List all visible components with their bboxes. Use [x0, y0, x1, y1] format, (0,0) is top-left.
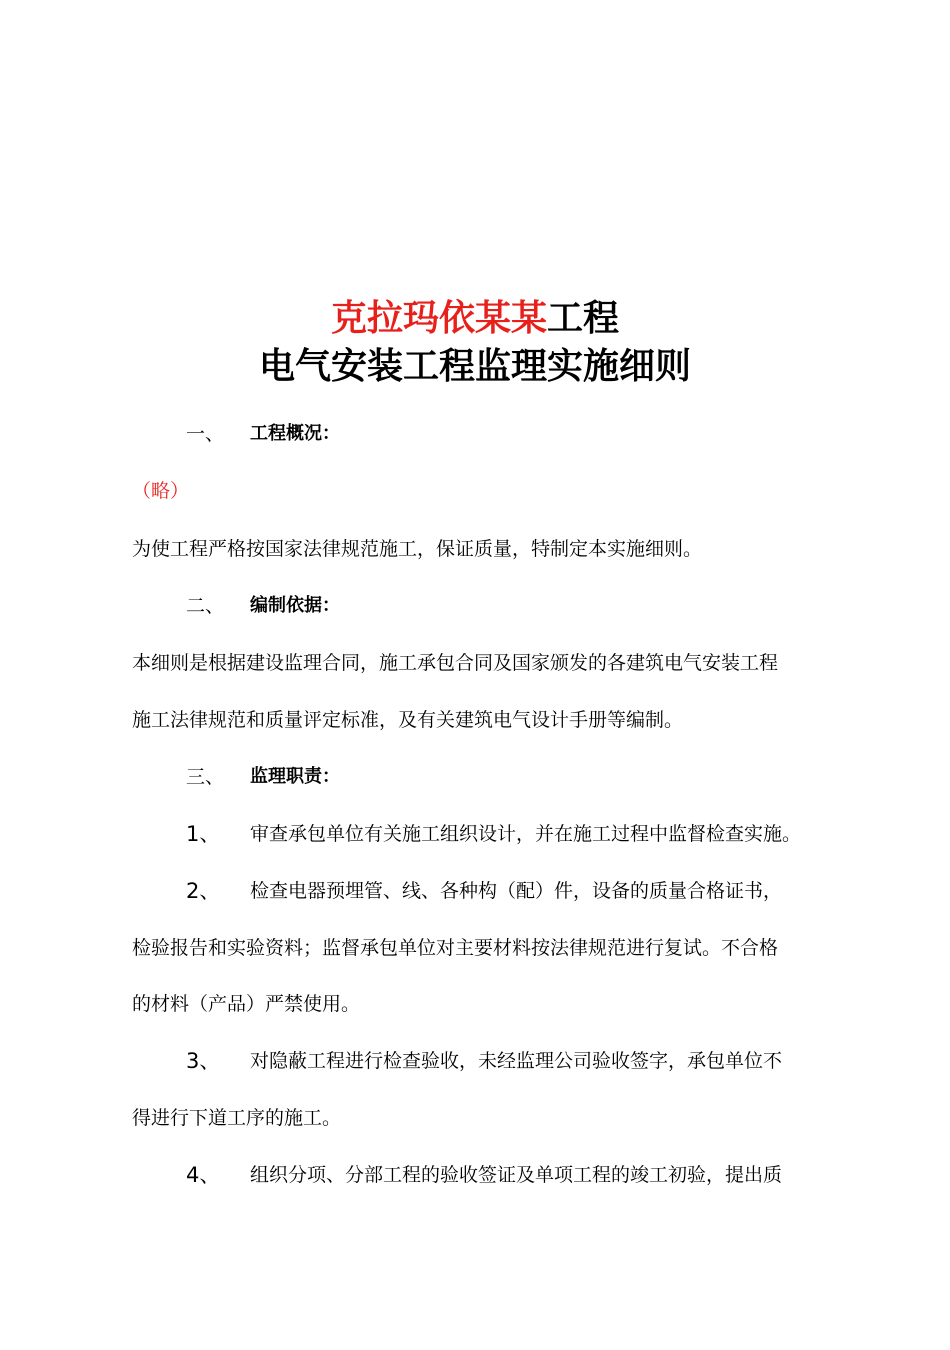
duty-4-text: 组织分项、分部工程的验收签证及单项工程的竣工初验，提出质	[250, 1164, 783, 1186]
title-line-1	[0, 296, 950, 340]
duty-2-number: 2、	[186, 879, 221, 903]
duty-2-text: 检查电器预埋管、线、各种构（配）件，设备的质量合格证书，	[250, 880, 783, 902]
duty-4-number: 4、	[186, 1163, 221, 1187]
basis-line-2: 施工法律规范和质量评定标准，及有关建筑电气设计手册等编制。	[132, 709, 684, 731]
overview-note: （略）	[132, 480, 190, 502]
duty-3-continued-1: 得进行下道工序的施工。	[132, 1107, 342, 1129]
duty-3-text: 对隐蔽工程进行检查验收，未经监理公司验收签字，承包单位不	[250, 1050, 783, 1072]
duty-2-continued-2: 的材料（产品）严禁使用。	[132, 993, 361, 1015]
section-3-title: 监理职责：	[250, 766, 340, 787]
duty-3-number: 3、	[186, 1049, 221, 1073]
title-suffix: 工程	[547, 297, 620, 339]
section-3-number: 三、	[186, 766, 225, 788]
section-1-number: 一、	[186, 423, 225, 445]
section-2-title: 编制依据：	[250, 595, 340, 616]
title-line-2: 电气安装工程监理实施细则	[258, 345, 691, 387]
overview-text: 为使工程严格按国家法律规范施工，保证质量，特制定本实施细则。	[132, 538, 703, 560]
duty-2-continued-1: 检验报告和实验资料；监督承包单位对主要材料按法律规范进行复试。不合格	[132, 937, 779, 959]
section-1-title: 工程概况：	[250, 423, 340, 444]
duty-1-text: 审查承包单位有关施工组织设计，并在施工过程中监督检查实施。	[250, 823, 802, 845]
duty-1-number: 1、	[186, 822, 221, 846]
project-name: 克拉玛依某某	[330, 297, 547, 339]
basis-line-1: 本细则是根据建设监理合同，施工承包合同及国家颁发的各建筑电气安装工程	[132, 652, 779, 674]
section-2-number: 二、	[186, 595, 225, 617]
